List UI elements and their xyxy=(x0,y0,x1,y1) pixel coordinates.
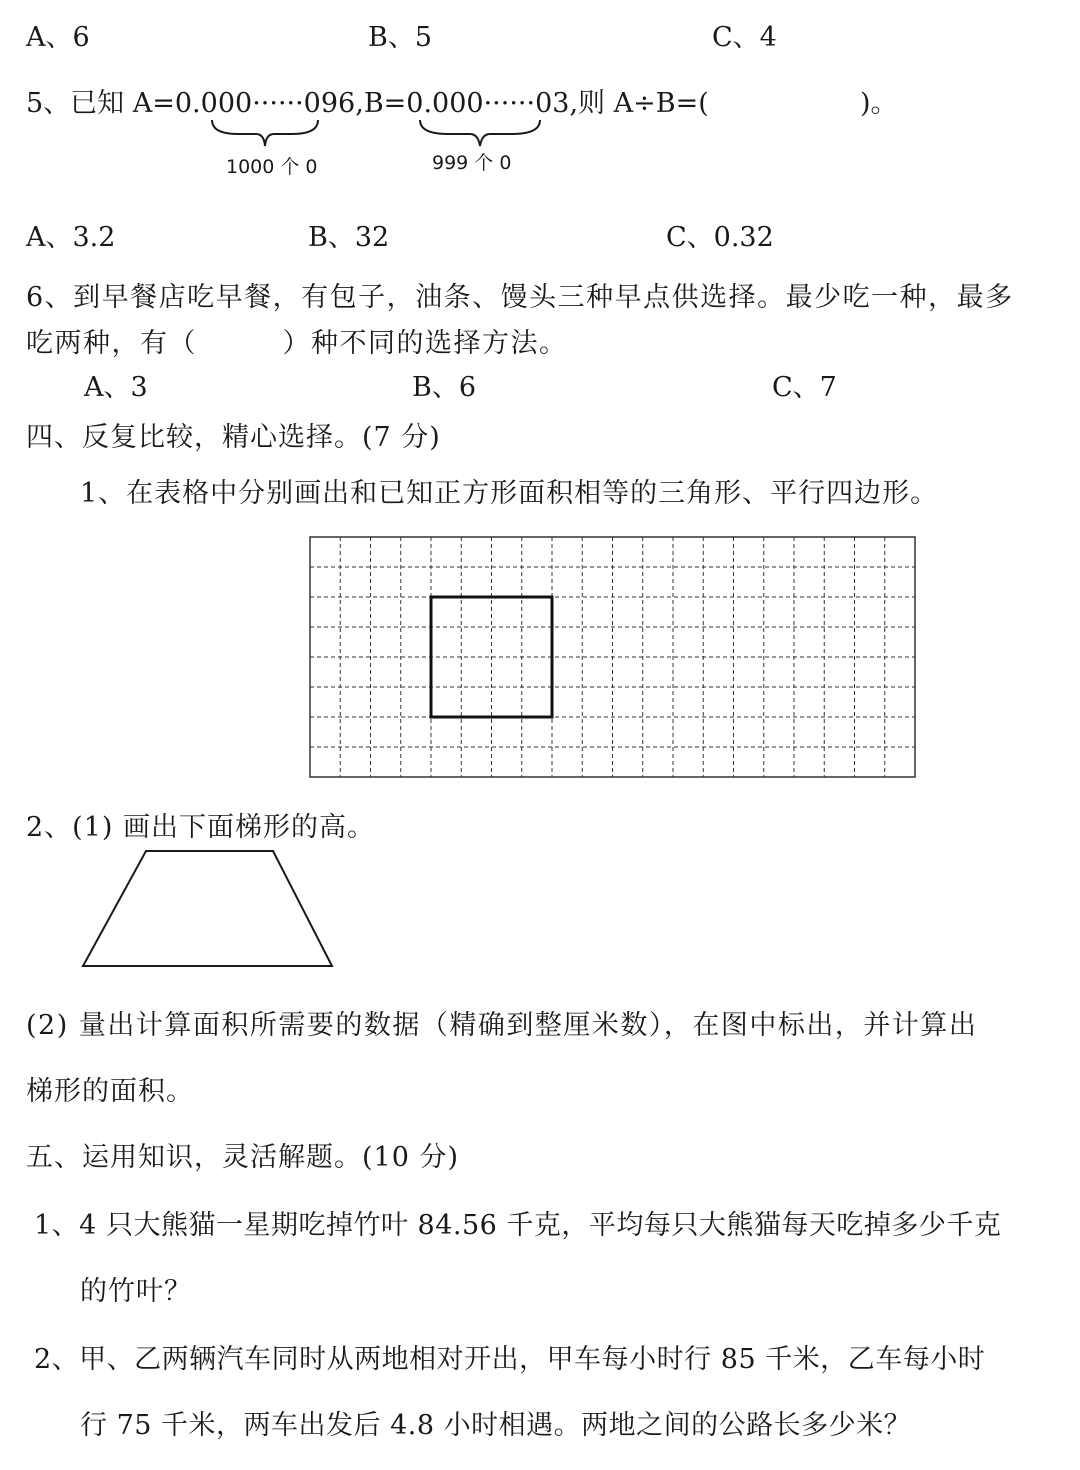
q5-brace-b-label: 999 个 0 xyxy=(432,152,512,174)
q5-brace-b xyxy=(418,118,542,148)
q5-brace-a xyxy=(210,118,320,148)
q6-option-a: A、3 xyxy=(84,372,148,403)
q5-close-paren: )。 xyxy=(860,88,898,119)
q5-option-b: B、32 xyxy=(308,222,390,253)
square-grid xyxy=(309,536,916,778)
q4-option-b: B、5 xyxy=(368,22,433,53)
q5-option-a: A、3.2 xyxy=(26,222,116,253)
q5-suffix: ,则 A÷B=( xyxy=(569,88,709,119)
q6-line-1: 6、到早餐店吃早餐，有包子，油条、馒头三种早点供选择。最少吃一种，最多 xyxy=(26,282,1014,313)
trapezoid-figure xyxy=(80,848,336,970)
section-5-q2-line-1: 2、甲、乙两辆汽车同时从两地相对开出，甲车每小时行 85 千米，乙车每小时 xyxy=(34,1344,986,1375)
q5-b-digits: 000······03 xyxy=(432,88,570,119)
section-4-q2-2-line-1: (2) 量出计算面积所需要的数据（精确到整厘米数），在图中标出，并计算出 xyxy=(26,1010,978,1041)
q5-stem xyxy=(26,90,709,117)
q4-option-c: C、4 xyxy=(712,22,777,53)
q6-line-2: 吃两种，有（ ）种不同的选择方法。 xyxy=(26,328,568,359)
section-4-q2-1: 2、(1) 画出下面梯形的高。 xyxy=(26,812,376,843)
section-5-q1-line-1: 1、4 只大熊猫一星期吃掉竹叶 84.56 千克，平均每只大熊猫每天吃掉多少千克 xyxy=(34,1210,1002,1241)
section-4-q2-2-line-2: 梯形的面积。 xyxy=(26,1076,194,1107)
section-4-q1: 1、在表格中分别画出和已知正方形面积相等的三角形、平行四边形。 xyxy=(80,478,939,509)
q5-brace-a-label: 1000 个 0 xyxy=(226,156,318,178)
q5-stem-prefix: 5、已知 A=0. xyxy=(26,88,201,119)
section-4-title: 四、反复比较，精心选择。(7 分) xyxy=(26,422,441,453)
q5-a-digits: 000······096 xyxy=(200,88,356,119)
q4-option-a: A、6 xyxy=(26,22,90,53)
section-5-q1-line-2: 的竹叶？ xyxy=(80,1276,192,1307)
q5-b-prefix: ,B=0. xyxy=(355,88,433,119)
section-5-title: 五、运用知识，灵活解题。(10 分) xyxy=(26,1142,460,1173)
q6-option-c: C、7 xyxy=(772,372,837,403)
q5-option-c: C、0.32 xyxy=(666,222,774,253)
q6-option-b: B、6 xyxy=(412,372,477,403)
section-5-q2-line-2: 行 75 千米，两车出发后 4.8 小时相遇。两地之间的公路长多少米？ xyxy=(80,1410,912,1441)
